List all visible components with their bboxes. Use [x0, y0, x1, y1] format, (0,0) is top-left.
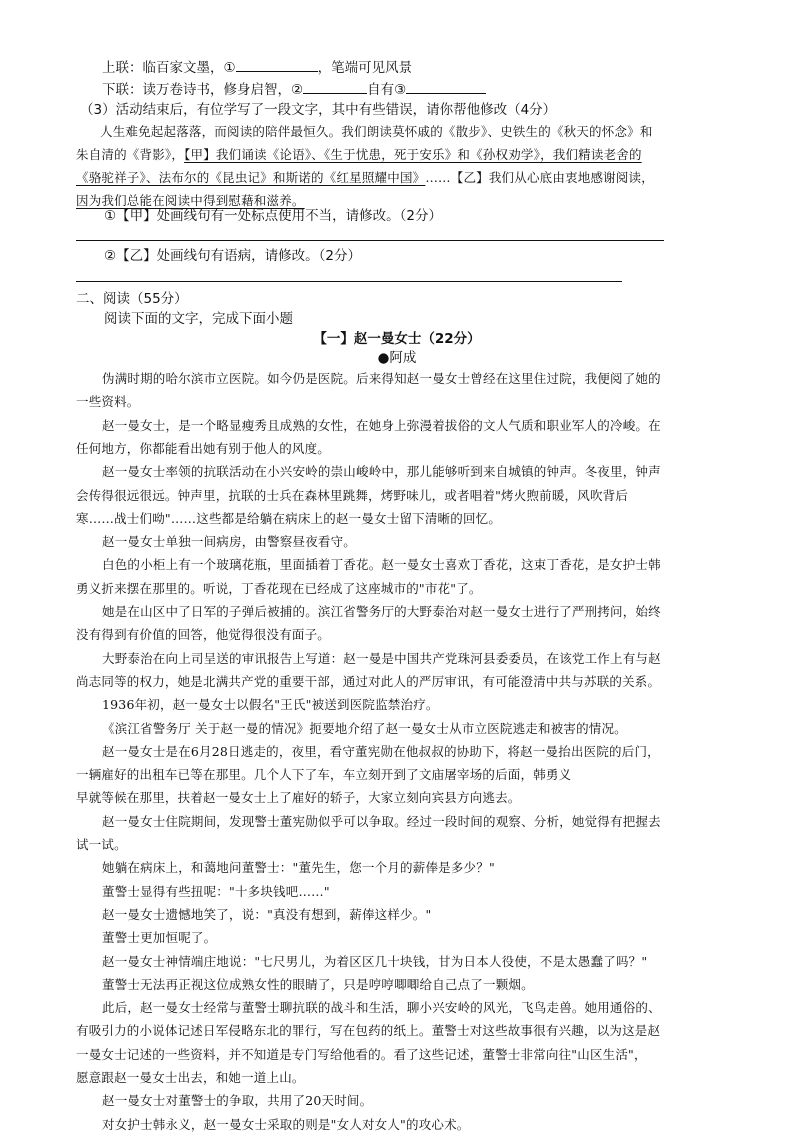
- answer-line-2[interactable]: [76, 281, 622, 282]
- underlined-sentence-jia: 【甲】我们诵读《论语》、《生于忧患，死于安乐》和《孙权劝学》，我们精读老舍的: [184, 147, 642, 162]
- article-line: 董警士无法再正视这位成熟女性的眼睛了，只是哼哼唧唧给自己点了一颗烟。: [102, 976, 534, 992]
- q3-sub-question-1: ①【甲】处画线句有一处标点使用不当，请修改。（2分）: [104, 208, 442, 224]
- article-line: 一辆雇好的出租车已等在那里。几个人下了车，车立刻开到了文庙屠宰场的后面，韩勇义: [76, 767, 572, 783]
- article-line: 大野泰治在向上司呈送的审讯报告上写道：赵一曼是中国共产党珠河县委委员，在该党工作上有与赵: [102, 650, 661, 666]
- answer-line-1[interactable]: [76, 240, 664, 241]
- article-line: 任何地方，你都能看出她有别于他人的风度。: [76, 440, 331, 456]
- article-line: 她是在山区中了日军的子弹后被捕的。滨江省警务厅的大野泰治对赵一曼女士进行了严刑拷问，始终: [102, 604, 661, 619]
- couplet-upper-text-a: 上联：临百家文墨，①: [102, 60, 236, 76]
- article-line: 赵一曼女士对董警士的争取，共用了20天时间。: [102, 1093, 373, 1109]
- article-line: 她躺在病床上，和蔼地问董警士："董先生，您一个月的薪俸是多少？": [102, 860, 495, 876]
- article-line: 赵一曼女士神情端庄地说："七尺男儿，为着区区几十块钱，甘为日本人役使，不是太愚蠢了吗？": [102, 953, 648, 969]
- underlined-sentence-jia-cont: 《骆驼祥子》、法布尔的《昆虫记》和斯诺的《红星照耀中国》: [76, 170, 426, 185]
- article-line: 赵一曼女士住院期间，发现警士董宪勋似乎可以争取。经过一段时间的观察、分析，她觉得有把握去: [102, 813, 661, 829]
- q3-paragraph-line-1: [100, 120, 794, 143]
- couplet-lower: [102, 79, 794, 100]
- q3-paragraph-line-3: [76, 166, 794, 189]
- couplet-lower-text-b: 自有③: [367, 82, 407, 98]
- q3-paragraph-text: ……【乙】我们从心底由衷地感谢阅读，: [425, 170, 654, 185]
- answer-blank-1[interactable]: [236, 57, 318, 72]
- article-line: 此后，赵一曼女士经常与董警士聊抗联的战斗和生活，聊小兴安岭的风光，飞鸟走兽。她用通俗的、: [102, 1000, 661, 1016]
- q3-paragraph-line-2: [76, 143, 794, 166]
- article-line: 一些资料。: [76, 394, 140, 410]
- underlined-sentence-yi: 因为我们总能在阅读中得到慰藉和滋养。: [76, 193, 305, 208]
- article-title: 【一】赵一曼女士（22分）: [313, 331, 481, 347]
- section-heading: 二、阅读（55分）: [76, 291, 188, 307]
- answer-blank-2[interactable]: [303, 79, 367, 94]
- article-line: 董警士更加恒呢了。: [102, 930, 217, 946]
- article-line: 赵一曼女士单独一间病房，由警察昼夜看守。: [102, 534, 357, 550]
- article-line: 会传得很远很远。钟声里，抗联的士兵在森林里跳舞，烤野味儿，或者唱着"烤火煦前暖，风吹背后: [76, 487, 629, 503]
- article-line: 试一试。: [76, 837, 127, 852]
- couplet-upper-text-b: ，笔端可见风景: [317, 60, 413, 76]
- q3-sub-question-2: ②【乙】处画线句有语病，请修改。（2分）: [104, 248, 361, 264]
- article-line: 《滨江省警务厅 关于赵一曼的情况》扼要地介绍了赵一曼女士从市立医院逃走和被害的情况。: [102, 720, 627, 736]
- article-line: 赵一曼女士遗憾地笑了，说："真没有想到，薪俸这样少。": [102, 906, 432, 922]
- article-line: 早就等候在那里，扶着赵一曼女士上了雇好的轿子，大家立刻向宾县方向逃去。: [76, 790, 521, 806]
- couplet-lower-text-a: 下联：读万卷诗书，修身启智，②: [102, 82, 304, 98]
- article-line: 白色的小柜上有一个玻璃花瓶，里面插着丁香花。赵一曼女士喜欢丁香花，这束丁香花，是女护士韩: [102, 557, 661, 573]
- q3-paragraph-text: 人生难免起起落落，而阅读的陪伴最恒久。我们朗读莫怀戚的《散步》、史铁生的《秋天的怀念》和: [100, 124, 653, 139]
- answer-blank-3[interactable]: [406, 79, 486, 94]
- article-author: ●阿成: [377, 350, 417, 366]
- article-line: 伪满时期的哈尔滨市立医院。如今仍是医院。后来得知赵一曼女士曾经在这里住过院，我便阅了她的: [102, 371, 661, 386]
- article-line: 1936年初，赵一曼女士以假名"王氏"被送到医院监禁治疗。: [102, 697, 439, 713]
- article-line: 对女护士韩永义，赵一曼女士采取的则是"女人对女人"的攻心术。: [102, 1116, 470, 1132]
- article-line: 尚志同等的权力，她是北满共产党的重要干部，通过对此人的严厉审讯，有可能澄清中共与苏联的关系。: [76, 673, 661, 689]
- article-line: 赵一曼女士，是一个略显瘦秀且成熟的女性，在她身上弥漫着拔俗的文人气质和职业军人的冷峻。在: [102, 417, 661, 433]
- article-line: 赵一曼女士是在6月28日逃走的，夜里，看守董宪勋在他叔叔的协助下，将赵一曼抬出医院的后门，: [102, 743, 660, 759]
- article-line: 董警士显得有些扭呢："十多块钱吧……": [102, 883, 330, 899]
- article-line: 愿意跟赵一曼女士出去，和她一道上山。: [76, 1070, 305, 1085]
- article-line: 一曼女士记述的一些资料，并不知道是专门写给他看的。看了这些记述，董警士非常向往"山区生活"，: [76, 1046, 647, 1062]
- article-line: 赵一曼女士率领的抗联活动在小兴安岭的崇山峻岭中，那儿能够听到来自城镇的钟声。冬夜里，钟声: [102, 464, 661, 480]
- section-instruction: 阅读下面的文字，完成下面小题: [104, 311, 293, 327]
- article-line: 寒……战士们呦"……这些都是给躺在病床上的赵一曼女士留下清晰的回忆。: [76, 510, 502, 526]
- article-line: 勇义折来摆在那里的。听说，丁香花现在已经成了这座城市的"市花"了。: [76, 580, 482, 596]
- couplet-upper: [102, 57, 794, 78]
- question-3-intro: （3）活动结束后，有位学写了一段文字，其中有些错误，请你帮他修改（4分）: [80, 102, 557, 118]
- article-line: 没有得到有价值的回答，他觉得很没有面子。: [76, 627, 331, 643]
- article-line: 有吸引力的小说体记述日军侵略东北的罪行，写在包药的纸上。董警士对这些故事很有兴趣，以为这是赵: [76, 1023, 661, 1039]
- q3-paragraph-text: 朱自清的《背影》，: [76, 147, 185, 162]
